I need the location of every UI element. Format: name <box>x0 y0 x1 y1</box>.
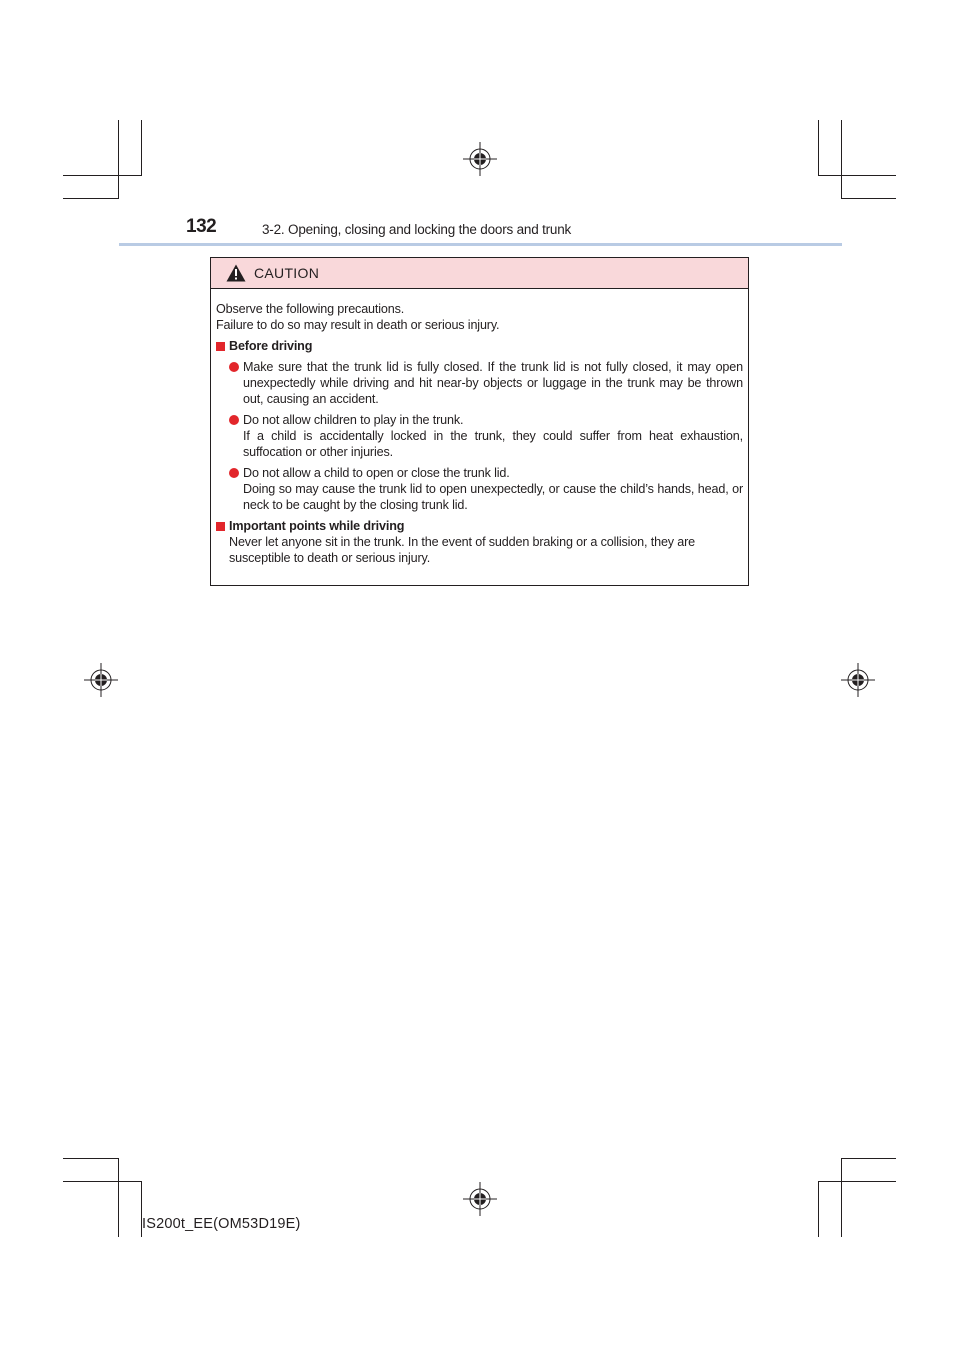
list-item <box>216 465 743 513</box>
crop-mark-icon <box>63 1181 142 1182</box>
crop-mark-icon <box>818 1181 896 1182</box>
section-heading <box>216 518 743 534</box>
crop-mark-icon <box>118 1158 119 1237</box>
list-item-text: Make sure that the trunk lid is fully closed. If the trunk lid is not fully closed, it may open unexpectedly while driving and hit near-by objects or luggage in the trunk may be thrown out, causing an accident. <box>243 360 743 406</box>
section-heading-text: Before driving <box>229 339 313 353</box>
list-item-text: If a child is accidentally locked in the trunk, they could suffer from heat exhaustion, suffocation or other injuries. <box>243 429 743 459</box>
list-item-text: Do not allow children to play in the trunk. <box>243 413 464 427</box>
round-bullet-icon <box>229 468 239 478</box>
crop-mark-icon <box>818 175 896 176</box>
crop-mark-icon <box>118 120 119 199</box>
list-item-text: Do not allow a child to open or close the trunk lid. <box>243 466 510 480</box>
caution-body <box>211 289 748 566</box>
crop-mark-icon <box>841 1158 896 1159</box>
crop-mark-icon <box>63 198 119 199</box>
list-item <box>216 412 743 460</box>
section-text: Never let anyone sit in the trunk. In the event of sudden braking or a collision, they are susceptible to death or serious injury. <box>229 535 696 565</box>
section-heading <box>216 338 743 354</box>
registration-mark-icon <box>841 663 875 697</box>
page-number: 132 <box>186 216 217 237</box>
crop-mark-icon <box>841 1158 842 1237</box>
header-divider <box>119 243 842 246</box>
registration-mark-icon <box>84 663 118 697</box>
square-bullet-icon <box>216 342 225 351</box>
caution-intro: Observe the following precautions. <box>216 302 405 316</box>
registration-mark-icon <box>463 1182 497 1216</box>
round-bullet-icon <box>229 362 239 372</box>
caution-box <box>210 257 749 586</box>
list-item-text: Doing so may cause the trunk lid to open unexpectedly, or cause the child’s hands, head, or neck to be caught by the closing trunk lid. <box>243 482 743 512</box>
list-item <box>216 359 743 407</box>
crop-mark-icon <box>63 175 142 176</box>
crop-mark-icon <box>841 198 896 199</box>
crop-mark-icon <box>818 1181 819 1237</box>
caution-label: CAUTION <box>254 265 320 281</box>
warning-triangle-icon <box>226 264 246 282</box>
section-heading-text: Important points while driving <box>229 519 405 533</box>
square-bullet-icon <box>216 522 225 531</box>
section-title: 3-2. Opening, closing and locking the doors and trunk <box>262 222 572 237</box>
crop-mark-icon <box>63 1158 119 1159</box>
crop-mark-icon <box>141 120 142 176</box>
caution-header <box>211 258 748 289</box>
crop-mark-icon <box>818 120 819 176</box>
crop-mark-icon <box>841 120 842 199</box>
caution-intro: Failure to do so may result in death or serious injury. <box>216 318 500 332</box>
registration-mark-icon <box>463 142 497 176</box>
manual-code: IS200t_EE(OM53D19E) <box>142 1216 301 1232</box>
round-bullet-icon <box>229 415 239 425</box>
